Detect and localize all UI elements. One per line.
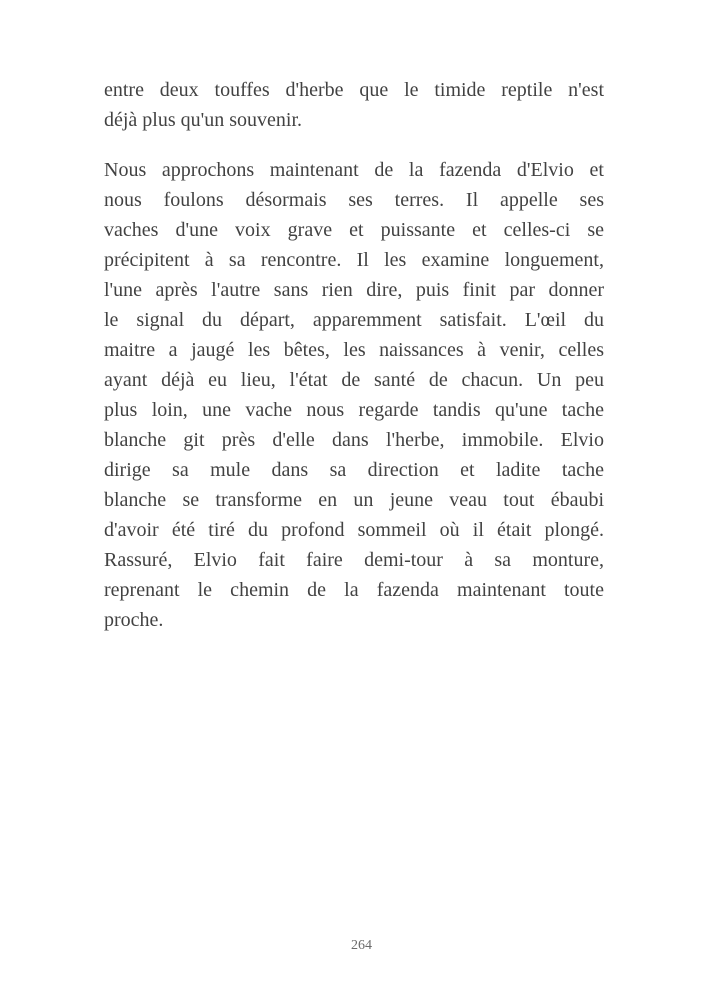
text-block [104, 75, 604, 655]
text-line: blanche se transforme en un jeune veau tout ébaubi [104, 489, 604, 511]
paragraph [104, 155, 604, 635]
text-line: entre deux touffes d'herbe que le timide reptile n'est [104, 79, 604, 101]
text-line: vaches d'une voix grave et puissante et celles-ci se [104, 219, 604, 241]
text-line: maitre a jaugé les bêtes, les naissances à venir, celles [104, 339, 604, 361]
text-line: le signal du départ, apparemment satisfait. L'œil du [104, 309, 604, 331]
text-line: proche. [104, 609, 164, 631]
text-line: plus loin, une vache nous regarde tandis qu'une tache [104, 399, 604, 421]
text-line: d'avoir été tiré du profond sommeil où il était plongé. [104, 519, 604, 541]
paragraph [104, 75, 604, 135]
text-line: déjà plus qu'un souvenir. [104, 109, 303, 131]
text-line: précipitent à sa rencontre. Il les examine longuement, [104, 249, 604, 271]
text-line: reprenant le chemin de la fazenda maintenant toute [104, 579, 604, 601]
page-number: 264 [351, 938, 372, 953]
text-line: Nous approchons maintenant de la fazenda d'Elvio et [104, 159, 604, 181]
text-line: blanche git près d'elle dans l'herbe, immobile. Elvio [104, 429, 604, 451]
text-line: Rassuré, Elvio fait faire demi-tour à sa monture, [104, 549, 604, 571]
text-line: ayant déjà eu lieu, l'état de santé de chacun. Un peu [104, 369, 604, 391]
text-line: dirige sa mule dans sa direction et ladite tache [104, 459, 604, 481]
text-line: l'une après l'autre sans rien dire, puis finit par donner [104, 279, 604, 301]
text-line: nous foulons désormais ses terres. Il appelle ses [104, 189, 604, 211]
